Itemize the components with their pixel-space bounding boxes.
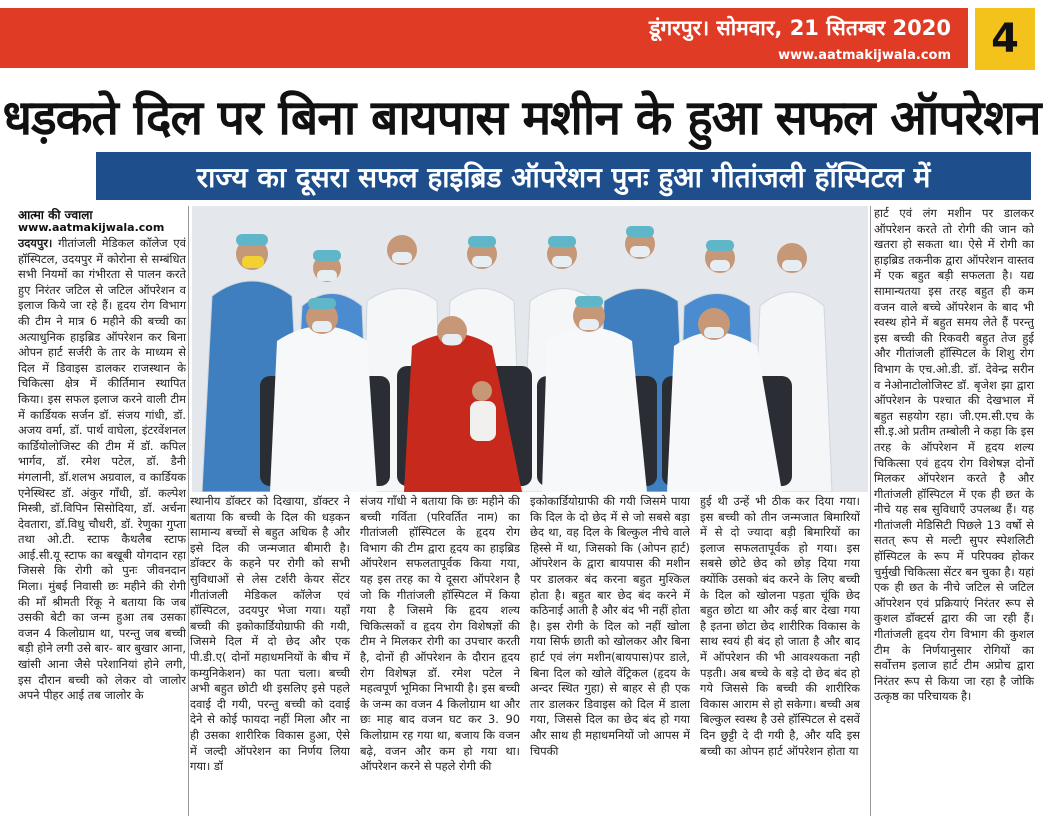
article-column-3: संजय गाँधी ने बताया कि छः महीने की बच्ची गर्विता (परिवर्तित नाम) का गीतांजली हॉस्पिटल के हृदय रोग विभाग की टीम द्वारा हृदय का हाइब्रिड ऑपरेशन सफलतापूर्वक किया गया, यह इस तरह का ये दूसरा ऑपरेशन है जो कि गीतांजली हॉस्पिटल में किया गया है जिसमे कि हृदय शल्य चिकित्सकों व हृदय रोग विशेषज्ञों की टीम ने मिलकर रोगी का उपचार करती है, दोनों ही ऑपरेशन के दौरान हृदय रोग विशेषज्ञ डॉ. रमेश पटेल ने महत्वपूर्ण भूमिका निभायी है। इस बच्ची के जन्म का वजन 4 किलोग्राम था और छः माह बाद वजन घट कर 3. 90 किलोग्राम रह गया था, बजाय कि वजन बढ़े, वजन और कम हो गया था। ऑपरेशन करने से पहले रोगी की (360, 494, 520, 774)
website-url[interactable]: www.aatmakijwala.com (778, 48, 951, 63)
dateline-city: उदयपुर। (18, 236, 53, 250)
team-photo-illustration (192, 206, 868, 492)
byline-name: आत्मा की ज्वाला (18, 208, 93, 222)
article-column-1 (18, 236, 186, 816)
column-divider (870, 206, 871, 816)
article-column-4: इकोकार्डियोग्राफी की गयी जिसमे पाया कि दिल के दो छेद में से जो सबसे बड़ा छेद था, वह दिल के बिल्कुल नीचे वाले हिस्से में था, जिसको कि (ओपन हार्ट) ऑपरेशन के द्वारा बायपास की मशीन पर डालकर बंद करना बहुत मुश्किल होता है। बहुत बार छेद बंद करने में कठिनाई आती है और बंद भी नहीं होता है। इस रोगी के दिल को नहीं खोला गया सिर्फ छाती को खोलकर और बिना हार्ट एवं लंग मशीन(बायपास)पर डाले, बिना दिल को खोले वेंट्रिकल (हृदय के अन्दर स्थित गुहा) से बाहर से ही एक तार डालकर डिवाइस को दिल में डाला गया, जिससे दिल का छेद बंद हो गया और साथ ही महाधमनियों जो आपस में चिपकी (530, 494, 690, 758)
article-column-5: हुई थी उन्हें भी ठीक कर दिया गया। इस बच्ची को तीन जन्मजात बिमारियों में से दो ज्यादा बड़ी बिमारियों का इलाज सफलतापूर्वक हो गया। इस सबसे छोटे छेद को छोड़ दिया गया क्योंकि उसको बंद करने के लिए बच्ची के दिल को खोलना पड़ता चूंकि छेद बहुत छोटा था और कई बार देखा गया है इतना छोटा छेद शारीरिक विकास के साथ स्वयं ही बंद हो जाता है और बाद में ऑपरेशन की भी आवश्यकता नही पड़ती। अब बच्चे के बड़े दो छेद बंद हो गये जिससे कि बच्ची की शारीरिक विकास आराम से हो सकेगा। बच्ची अब बिल्कुल स्वस्थ है उसे हॉस्पिटल से दसवें दिन छुट्टी दे दी गयी है, और यदि इस बच्ची का ओपन हार्ट ऑपरेशन होता या (700, 494, 860, 758)
column-divider (188, 206, 189, 816)
subheadline: राज्य का दूसरा सफल हाइब्रिड ऑपरेशन पुनः हुआ गीतांजली हॉस्पिटल में (196, 161, 931, 194)
masthead (0, 0, 1043, 86)
article-column-6: हार्ट एवं लंग मशीन पर डालकर ऑपरेशन करते तो रोगी की जान को खतरा हो सकता था। ऐसे में रोगी का हाइब्रिड तकनीक द्वारा ऑपरेशन वास्तव में एक बहुत बड़ी सफलता है। यद्य सामान्यतया इस तरह बहुत ही कम वजन वाले बच्चे ऑपरेशन के बाद भी स्वस्थ होने में बहुत समय लेते हैं परन्तु इस बच्ची की रिकवरी बहुत तेज हुई और गीतांजली हॉस्पिटल के शिशु रोग विभाग के एच.ओ.डी. डॉ. देवेन्द्र सरीन व नेओनाटोलोजिस्ट डॉ. बृजेश झा द्वारा ऑपरेशन के पश्चात की देखभाल में बहुत सहयोग रहा। जी.एम.सी.एच के सी.इ.ओ प्रतीम तम्बोली ने कहा कि इस तरह के ऑपरेशन में हृदय शल्य चिकित्सा एवं हृदय रोग विशेषज्ञ दोनों मिलकर ऑपरेशन करते है और गीतांजली हॉस्पिटल में एक ही छत के नीचे यह सब सुविधाएँ उपलब्ध हैं। यह गीतांजली मेडिसिटी पिछले 13 वर्षो से सतत् रूप से मल्टी सुपर स्पेशलिटी हॉस्पिटल के रूप में परिपक्व होकर चुर्मुखी चिकित्सा सेंटर बन चुका है। यहां एक ही छत के नीचे जटिल से जटिल ऑपरेशन एवं प्रक्रियाएं निरंतर रूप से कुशल डॉक्टर्स द्वारा की जा रही हैं। गीतांजली हृदय रोग विभाग की कुशल टीम के निर्णयानुसार रोगियों का सर्वोत्तम इलाज हार्ट टीम अप्रोच द्वारा निरंतर रूप से किया जा रहा है जोकि उत्कृष्ठ का परिचायक है। (874, 206, 1034, 704)
page-number: 4 (975, 8, 1035, 70)
column-1-text: गीतांजली मेडिकल कॉलेज एवं हॉस्पिटल, उदयपुर में कोरोना से सम्बंधित सभी नियमों का गंभीरता से पालन करते हुए निरंतर जटिल से जटिल ऑपरेशन व इलाज किये जा रहे हैं। हृदय रोग विभाग की टीम ने मात्र 6 महीने की बच्ची का अत्याधुनिक हाइब्रिड ऑपरेशन कर बिना ओपन हार्ट सर्जरी के तार के माध्यम से दिल में डिवाइस डालकर राजस्थान के चिकित्सा क्षेत्र में कीर्तिमान स्थापित किया। इस सफल इलाज करने वाली टीम में कार्डियक सर्जन डॉ. संजय गांधी, डॉ. अजय वर्मा, डॉ. पार्थ वाघेला, इंटरवेंशनल कार्डियोलोजिस्ट की टीम में डॉ. कपिल भार्गव, डॉ. रमेश पटेल, डॉ. डैनी मंगलानी, डॉ.शलभ अग्रवाल, व कार्डियक एनेस्थिस्ट डॉ. अंकुर गाँधी, डॉ. कल्पेश मिस्त्री, डॉ.विपिन सिसोदिया, डॉ. अर्चना देवतारा, डॉ.विधु चौधरी, डॉ. रेणुका गुप्ता तथा ओ.टी. स्टाफ कैथलैब स्टाफ आई.सी.यू स्टाफ का बखूबी योगदान रहा जिससे कि रोगी को पुनः जीवनदान मिला। मुंबई निवासी छः महीने की रोगी की माँ श्रीमती रिंकू ने बताया कि जब उसकी बेटी का जन्म हुआ तब उसका वजन 4 किलोग्राम था, परन्तु जब बच्ची बड़ी होने लगी उसे बार- बार बुखार आना, खांसी आना जैसे परेशानियां होने लगी, इस दौरान बच्ची को लेकर वो जालोर अपने पीहर आई तब जालोर के (18, 236, 186, 703)
byline-url[interactable]: www.aatmakijwala.com (18, 221, 165, 234)
dateline: डूंगरपुर। सोमवार, 21 सितम्बर 2020 (649, 16, 951, 40)
headline: धड़कते दिल पर बिना बायपास मशीन के हुआ सफल ऑपरेशन (2, 90, 1041, 146)
article-column-2: स्थानीय डॉक्टर को दिखाया, डॉक्टर ने बताया कि बच्ची के दिल की धड़कन सामान्य बच्चों से बहुत अधिक है और इसे दिल की जन्मजात बीमारी है। डॉक्टर के कहने पर रोगी को सभी सुविधाओं से लेस टर्शरी केयर सेंटर गीतांजली मेडिकल कॉलेज एवं हॉस्पिटल, उदयपुर भेजा गया। यहाँ बच्ची की इकोकार्डियोग्राफी की गयी, जिसमे दिल में दो छेद और एक पी.डी.ए( दोनों महाधमनियों के बीच में कम्युनिकेशन) का पता चला। बच्ची अभी बहुत छोटी थी इसलिए इसे पहले दवाई दी गयी, परन्तु बच्ची को दवाई देने से कोई फायदा नहीं मिला और ना ही उसका शारीरिक विकास हुआ, ऐसे में जल्दी ऑपरेशन का निर्णय लिया गया। डॉ (190, 494, 350, 774)
team-photo (192, 206, 868, 492)
